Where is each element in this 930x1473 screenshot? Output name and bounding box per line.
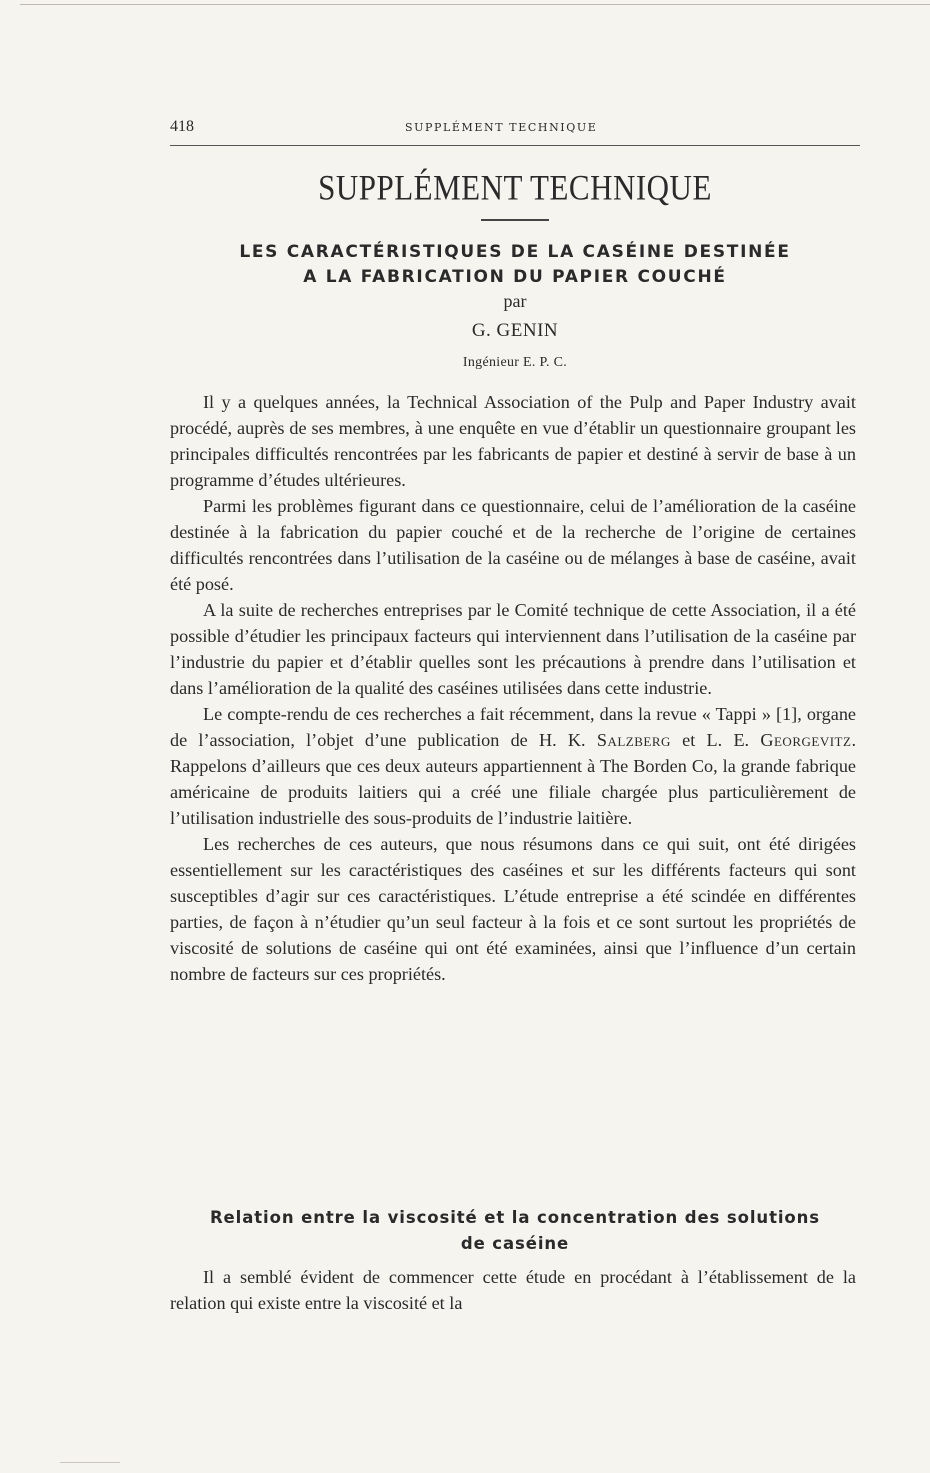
section-heading-line-2: de caséine (460, 1234, 570, 1253)
paragraph-4 (170, 701, 856, 831)
paragraph-1: Il y a quelques années, la Technical Association of the Pulp and Paper Industry avait procédé, auprès de ses membres, à une enquête en vue d’établir un questionnaire groupant les principales difficultés rencontrées par les fabricants de papier et destiné à servir de base à un programme d’études ultérieures. (170, 392, 856, 490)
paragraph-4-text-c: . Rappelons d’ailleurs que ces deux auteurs appartiennent à The Borden Co, la grande fabrique américaine de produits laitiers qui a créé une filiale chargée plus particulièrement de l’utilisation industrielle des sous-produits de l’industrie laitière. (170, 730, 856, 828)
author-credential: Ingénieur E. P. C. (462, 355, 568, 370)
scan-bottom-line (60, 1462, 120, 1463)
paragraph-2: Parmi les problèmes figurant dans ce questionnaire, celui de l’amélioration de la caséine destinée à la fabrication du papier couché et de la recherche de l’origine de certaines difficultés rencontrées dans l’utilisation de la caséine ou de mélanges à base de caséine, avait été posé. (170, 496, 856, 594)
title-rule (481, 219, 549, 221)
section-heading-line-1: Relation entre la viscosité et la concentration des solutions (209, 1208, 821, 1227)
author-name-salzberg: Salzberg (596, 730, 671, 750)
running-title: SUPPLÉMENT TECHNIQUE (405, 121, 598, 134)
page-number: 418 (170, 118, 194, 135)
paragraph-4-text-a: Le compte-rendu de ces recherches a fait récemment, dans la revue « Tappi » [1], organe de l’association, l’objet d’une publication de H. K. (170, 704, 856, 750)
section-title: SUPPLÉMENT TECHNIQUE (318, 167, 712, 208)
paragraph-5: Les recherches de ces auteurs, que nous résumons dans ce qui suit, ont été dirigées essentiellement sur les caractéristiques des caséines et sur les différents facteurs qui sont susceptibles d’agir sur ces caractéristiques. L’étude entreprise a été scindée en différentes parties, de façon à n’étudier qu’un seul facteur à la fois et ce sont surtout les propriétés de viscosité de solutions de caséine qui ont été examinées, ainsi que l’influence d’un certain nombre de facteurs sur ces propriétés. (170, 834, 856, 984)
section-heading (165, 1205, 865, 1257)
article-body (170, 389, 856, 987)
author-name-georgevitz: Georgevitz (760, 730, 852, 750)
section-paragraph: Il a semblé évident de commencer cette étude en procédant à l’établissement de la relation qui existe entre la viscosité et la (170, 1267, 856, 1313)
article-title-line-2: A LA FABRICATION DU PAPIER COUCHÉ (303, 267, 727, 287)
scan-edge-line (20, 4, 930, 5)
header-rule (170, 145, 860, 146)
article-title-line-1: LES CARACTÉRISTIQUES DE LA CASÉINE DESTINÉE (239, 242, 791, 262)
section-body (170, 1264, 856, 1316)
author-name: G. GENIN (471, 320, 559, 341)
running-header (170, 118, 860, 138)
article-title (160, 240, 870, 290)
byline-par: par (503, 291, 527, 311)
paragraph-3: A la suite de recherches entreprises par le Comité technique de cette Association, il a été possible d’étudier les principaux facteurs qui interviennent dans l’utilisation de la caséine par l’industrie du papier et d’établir quelles sont les précautions à prendre dans l’utilisation et dans l’amélioration de la qualité des caséines utilisées dans cette industrie. (170, 600, 856, 698)
paragraph-4-text-b: et L. E. (670, 730, 761, 750)
